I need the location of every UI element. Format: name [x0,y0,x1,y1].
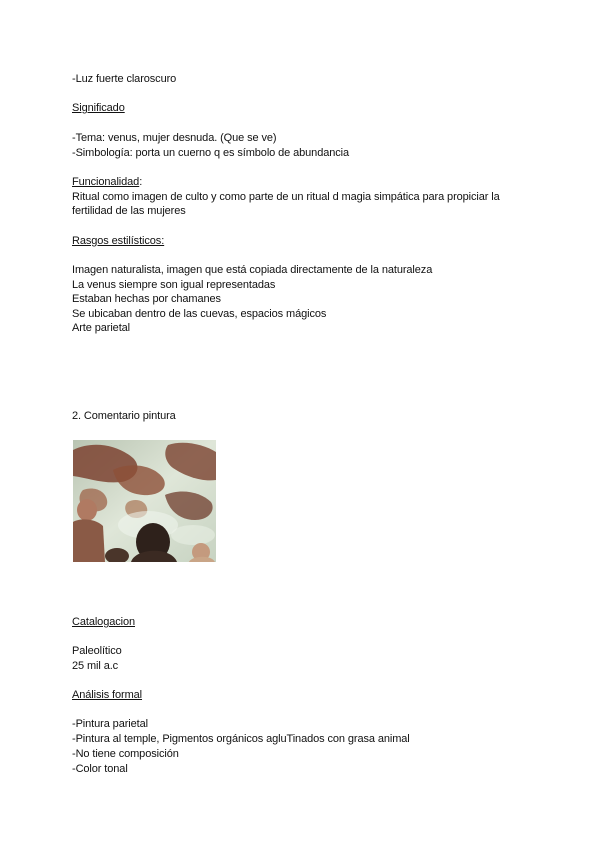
cave-painting-photo [73,440,216,562]
rasgos-item: Imagen naturalista, imagen que está copiada directamente de la naturaleza [72,264,433,276]
analisis-item: -Color tonal [72,763,128,775]
rasgos-item: La venus siempre son igual representadas [72,279,276,291]
rasgos-heading: Rasgos estilísticos: [72,235,165,247]
funcionalidad-heading-row [72,175,142,189]
significado-item: -Tema: venus, mujer desnuda. (Que se ve) [72,132,277,144]
rasgos-item: Estaban hechas por chamanes [72,293,221,305]
funcionalidad-colon: : [139,176,143,188]
top-line: -Luz fuerte claroscuro [72,73,177,85]
analisis-item: -Pintura parietal [72,718,148,730]
analisis-heading: Análisis formal [72,689,143,701]
significado-heading: Significado [72,102,125,114]
rasgos-item: Se ubicaban dentro de las cuevas, espacios mágicos [72,308,327,320]
analisis-item: -Pintura al temple, Pigmentos orgánicos agluTinados con grasa animal [72,733,410,745]
rasgos-item: Arte parietal [72,322,131,334]
catalogacion-item: Paleolítico [72,645,122,657]
catalogacion-item: 25 mil a.c [72,660,119,672]
funcionalidad-text: Ritual como imagen de culto y como parte de un ritual d magia simpática para propiciar la fertilidad de las mujeres [72,191,500,217]
section-2-title: 2. Comentario pintura [72,410,176,422]
funcionalidad-heading: Funcionalidad [72,176,140,188]
analisis-item: -No tiene composición [72,748,179,760]
significado-item: -Simbología: porta un cuerno q es símbolo de abundancia [72,147,350,159]
catalogacion-heading: Catalogacion [72,616,136,628]
